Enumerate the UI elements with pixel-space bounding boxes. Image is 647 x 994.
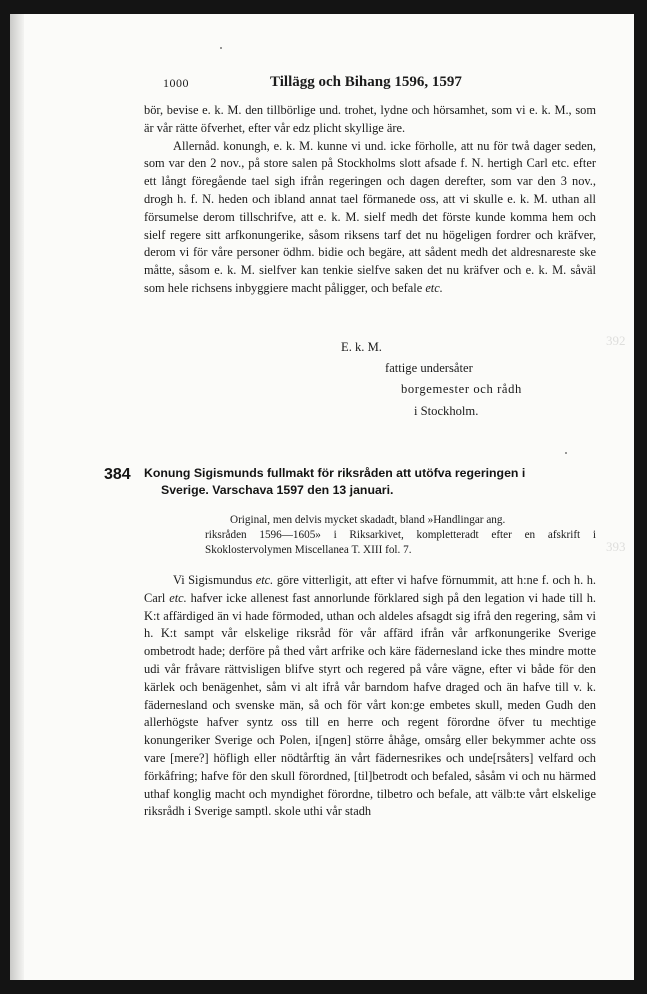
dust-speck bbox=[565, 452, 567, 454]
page-number: 1000 bbox=[163, 76, 189, 90]
source-note bbox=[205, 513, 596, 557]
document-number: 384 bbox=[104, 466, 131, 483]
document-title-line: Sverige. Varschava 1597 den 13 januari. bbox=[161, 483, 394, 497]
body-text: göre vitterligit, att efter vi hafve förnummit, att h:ne f. och h. h. Carl bbox=[144, 573, 596, 605]
letter-text bbox=[144, 102, 596, 298]
bleed-through-number: 392 bbox=[606, 333, 626, 348]
etc-abbrev: etc. bbox=[255, 573, 274, 587]
signature-line: fattige undersåter bbox=[385, 361, 473, 375]
letter-paragraph-text: Allernåd. konungh, e. k. M. kunne vi und. icke förholle, att nu för twå dager seden, som var den 2 nov., på store salen på Stockholms slott afsade f. N. hertigh Carl etc. efter ett långt föregående tael sigh ifrån regeringen och dagen derefter, som var den 3 nov., drogh h. f. N. heden och ibland annat tael förmanede oss, att vi skulle e. k. M. uthan all försumelse derom tillschrifve, att e. k. M. sielf medh det förste kunde komma hem och sielf regere sitt arfkonungerike, såsom riksens tarf det nu högeligen fordrer och kräfver, derom vi för våre personer ödhm. bidie och begäre, att sådent medh det aldresnareste ske måtte, såsom e. k. M. sielfver kan tenkie sielfve saken det nu kräfver och e. k. M. såväl som hele richsens inbyggiere macht påligger, och befale bbox=[144, 138, 596, 295]
signature-line: E. k. M. bbox=[341, 340, 382, 354]
source-note-line: Original, men delvis mycket skadadt, bland »Handlingar ang. bbox=[230, 514, 506, 526]
body-paragraph bbox=[144, 572, 596, 821]
source-note-line: riksråden 1596—1605» i Riksarkivet, kompletteradt efter en afskrift i Skoklostervolymen Miscellanea T. XIII fol. 7. bbox=[205, 528, 596, 556]
document-body bbox=[144, 572, 596, 821]
body-text: Vi Sigismundus bbox=[173, 573, 253, 587]
signature-line: borgemester och rådh bbox=[401, 382, 522, 396]
signature-line: i Stockholm. bbox=[414, 404, 479, 418]
dust-speck bbox=[220, 47, 222, 49]
page-header bbox=[0, 76, 647, 96]
document-title-line: Konung Sigismunds fullmakt för riksråden att utöfva regeringen i bbox=[144, 466, 526, 480]
document-title bbox=[144, 465, 596, 499]
etc-abbrev: etc. bbox=[425, 280, 443, 295]
bleed-through-number: 393 bbox=[606, 539, 626, 554]
body-text: hafver icke allenest fast annorlunde förklared sigh på den legation vi hade till h. K:t affärdiged än vi hade förmoded, uthan och aldeles afsagdt sig ifrå den regering, såm vi h. K:t sampt vår elskelige riksråd för vår affärd ifrån vår arfkonungerike Sverige ombetrodt hade; derföre på thed vårt arfrike och käre fädernesland icke thes mindre motte udi vår fråvare rättvisligen blifve styrt och regered på våre vägne, efter vi både för den kärlek och benägenhet, såm vi alt ifrå vår barndom hafve draged och än hafve till v. k. fädernesland och svenske män, så och för vårt kon:ge embetes skull, meden Gudh den allerhögste hafver syntz oss till en herre och regent förordne öfver tu mechtige konungeriker Sverige och Polen, i[ngen] större åhåge, omsårg eller bekymmer achte oss vare [mere?] höfligh eller nödtårftig än vårt fädernesrikes och unde[rsåters] velfard och förkåfring; hafve för den skull förordned, [til]betrodt och befaled, såsåm vi och nu härmed uthaf konglig macht och myndighet förordne, tilbetro och befale, att välb:te vårt elskelige riksrådh i Sverige samptl. skole uthi vår stadh bbox=[144, 590, 597, 819]
running-head: Tillägg och Bihang 1596, 1597 bbox=[270, 74, 462, 90]
etc-abbrev: etc. bbox=[169, 590, 187, 605]
letter-paragraph bbox=[144, 138, 596, 298]
letter-paragraph: bör, bevise e. k. M. den tillbörlige und. trohet, lydne och hörsamhet, som vi e. k. M., som är vår rätte öfverhet, efter vår edz plicht skyllige äre. bbox=[144, 103, 596, 135]
gutter-shadow bbox=[10, 14, 24, 980]
